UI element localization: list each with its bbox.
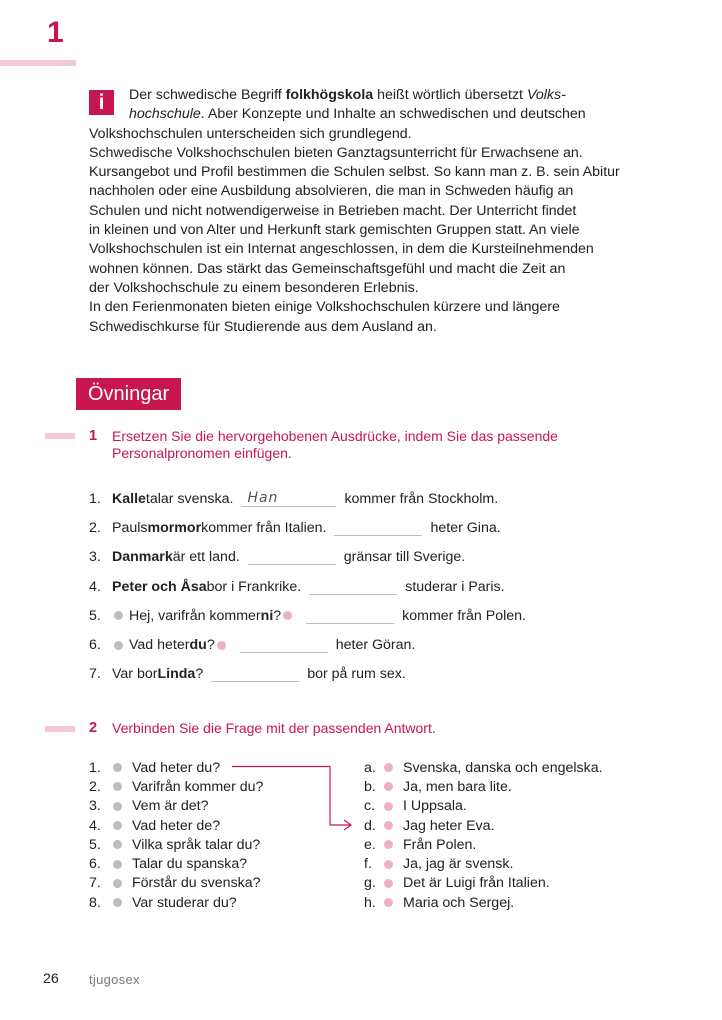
answer-blank[interactable] [309,579,397,595]
answer-item[interactable] [364,758,644,777]
info-icon: i [89,90,114,115]
connector-arrow [232,765,362,831]
info-line: Schwedischkurse für Studierende aus dem Ausland an. [89,318,437,335]
answer-letter: a. [364,759,376,776]
info-line: Volkshochschulen ist ein Internat angeschlossen, in dem die Kursteilnehmenden [89,241,594,258]
item-text: är ett land. [172,549,240,566]
exercise-item [89,572,649,601]
answer-dot [384,763,393,772]
speaker-b-dot [217,641,226,650]
question-item[interactable] [89,854,349,873]
answer-item[interactable] [364,874,644,893]
exercise-item [89,660,649,689]
answer-item[interactable] [364,893,644,912]
item-text: ? [195,666,204,683]
item-text: bor i Frankrike. [206,578,302,595]
answer-letter: d. [364,817,376,834]
answer-letter: c. [364,798,376,815]
answer-item[interactable] [364,854,644,873]
exercise-item [89,513,649,542]
info-line: Schulen und nicht notwendigerweise in Betrieben macht. Der Unterricht findet [89,202,577,219]
answer-blank[interactable] [211,666,299,682]
exercise-1-list [89,484,649,689]
item-number: 1. [89,490,101,507]
question-item[interactable] [89,893,349,912]
answer-dot [384,782,393,791]
speaker-b-dot [283,611,292,620]
item-text: heter Göran. [335,637,416,654]
exercise-number: 2 [89,720,98,736]
exercise-number: 1 [89,428,98,444]
exercise-bar [45,433,75,439]
info-line: in kleinen und von Alter und Herkunft stark gemischten Gruppen statt. An viele [89,222,580,239]
question-text: Vad heter du? [132,759,221,776]
info-line: In den Ferienmonaten bieten einige Volkshochschulen kürzere und längere [89,299,560,316]
answer-item[interactable] [364,835,644,854]
answer-letter: e. [364,836,376,853]
answer-letter: h. [364,894,376,911]
question-dot [113,898,122,907]
question-dot [113,840,122,849]
question-dot [113,860,122,869]
item-number: 5. [89,607,101,624]
info-line: hochschule. Aber Konzepte und Inhalte an schwedischen und deutschen [129,106,586,123]
speaker-a-dot [114,611,123,620]
question-text: Talar du spanska? [132,856,248,873]
highlighted-expression: Danmark [112,549,173,566]
exercise-instruction: Verbinden Sie die Frage mit der passenden Antwort. [112,720,436,736]
answer-text: Från Polen. [403,836,477,853]
question-item[interactable] [89,874,349,893]
info-line: Schwedische Volkshochschulen bieten Ganztagsunterricht für Erwachsene an. [89,144,583,161]
info-line: Volkshochschulen unterscheiden sich grundlegend. [89,125,412,142]
exercise-item [89,543,649,572]
highlighted-expression: mormor [147,519,202,536]
question-number: 2. [89,778,101,795]
answer-dot [384,879,393,888]
info-line: nachholen oder eine Ausbildung absolvieren, die man in Schweden häufig an [89,183,574,200]
item-number: 2. [89,519,101,536]
highlighted-expression: Peter och Åsa [112,578,207,595]
answer-blank[interactable] [240,637,328,653]
item-text: Pauls [112,519,148,536]
item-text: studerar i Paris. [405,578,505,595]
item-text: Var bor [112,666,158,683]
item-text: kommer från Italien. [201,519,327,536]
item-text: gränsar till Sverige. [343,549,466,566]
exercise-instruction: Ersetzen Sie die hervorgehobenen Ausdrücke, indem Sie das passende Personalpronomen einfügen. [112,428,558,461]
question-dot [113,879,122,888]
question-text: Vilka språk talar du? [132,836,261,853]
answer-dot [384,898,393,907]
answer-letter: f. [364,856,372,873]
question-number: 1. [89,759,101,776]
highlighted-expression: ni [260,607,274,624]
question-text: Vem är det? [132,798,209,815]
answer-blank[interactable] [241,491,336,507]
item-number: 7. [89,666,101,683]
answer-text: Ja, jag är svensk. [403,856,514,873]
question-number: 6. [89,856,101,873]
item-text: Vad heter [129,637,190,654]
question-dot [113,782,122,791]
question-dot [113,821,122,830]
question-number: 8. [89,894,101,911]
question-number: 7. [89,875,101,892]
question-text: Förstår du svenska? [132,875,261,892]
answer-list [364,758,644,912]
info-line: Der schwedische Begriff folkhögskola heißt wörtlich übersetzt Volks- [129,87,566,103]
item-text: talar svenska. [145,490,234,507]
question-text: Var studerar du? [132,894,237,911]
item-text: kommer från Stockholm. [344,490,499,507]
item-text: bor på rum sex. [307,666,406,683]
answer-blank[interactable] [334,520,422,536]
page-number: 26 [43,971,59,987]
question-dot [113,763,122,772]
info-line: wohnen können. Das stärkt das Gemeinschaftsgefühl und macht die Zeit an [89,260,566,277]
answer-text: Det är Luigi från Italien. [403,875,550,892]
question-item[interactable] [89,835,349,854]
question-number: 5. [89,836,101,853]
item-text: kommer från Polen. [402,607,526,624]
question-text: Varifrån kommer du? [132,778,264,795]
answer-item[interactable] [364,816,644,835]
info-line: Kursangebot und Profil bestimmen die Schulen selbst. So kann man z. B. sein Abitur [89,164,620,181]
answer-text: Ja, men bara lite. [403,778,512,795]
answer-dot [384,840,393,849]
exercise-bar [45,726,75,732]
answer-text: Svenska, danska och engelska. [403,759,603,776]
answer-dot [384,802,393,811]
highlighted-expression: du [189,637,207,654]
handwritten-answer: Han [247,489,279,506]
exercise-item [89,484,649,513]
question-text: Vad heter de? [132,817,221,834]
item-text: ? [273,607,282,624]
item-text: Hej, varifrån kommer [129,607,261,624]
answer-dot [384,821,393,830]
exercise-item [89,630,649,659]
info-box [89,86,629,337]
answer-blank[interactable] [306,608,394,624]
answer-text: Jag heter Eva. [403,817,495,834]
chapter-bar [0,60,76,66]
item-number: 3. [89,549,101,566]
info-line: der Volkshochschule zu einem besonderen Erlebnis. [89,279,419,296]
highlighted-expression: Kalle [112,490,146,507]
item-number: 4. [89,578,101,595]
info-text [89,86,629,337]
section-label: Övningar [76,378,181,410]
chapter-number: 1 [47,16,64,49]
answer-item[interactable] [364,797,644,816]
page-number-word: tjugosex [89,972,140,987]
answer-dot [384,860,393,869]
answer-text: Maria och Sergej. [403,894,515,911]
answer-item[interactable] [364,777,644,796]
item-number: 6. [89,637,101,654]
question-number: 4. [89,817,101,834]
question-dot [113,802,122,811]
question-number: 3. [89,798,101,815]
speaker-a-dot [114,641,123,650]
answer-blank[interactable] [248,549,336,565]
highlighted-expression: Linda [157,666,196,683]
item-text: heter Gina. [430,519,501,536]
answer-letter: b. [364,778,376,795]
item-text: ? [206,637,215,654]
answer-letter: g. [364,875,376,892]
exercise-item [89,601,649,630]
answer-text: I Uppsala. [403,798,467,815]
